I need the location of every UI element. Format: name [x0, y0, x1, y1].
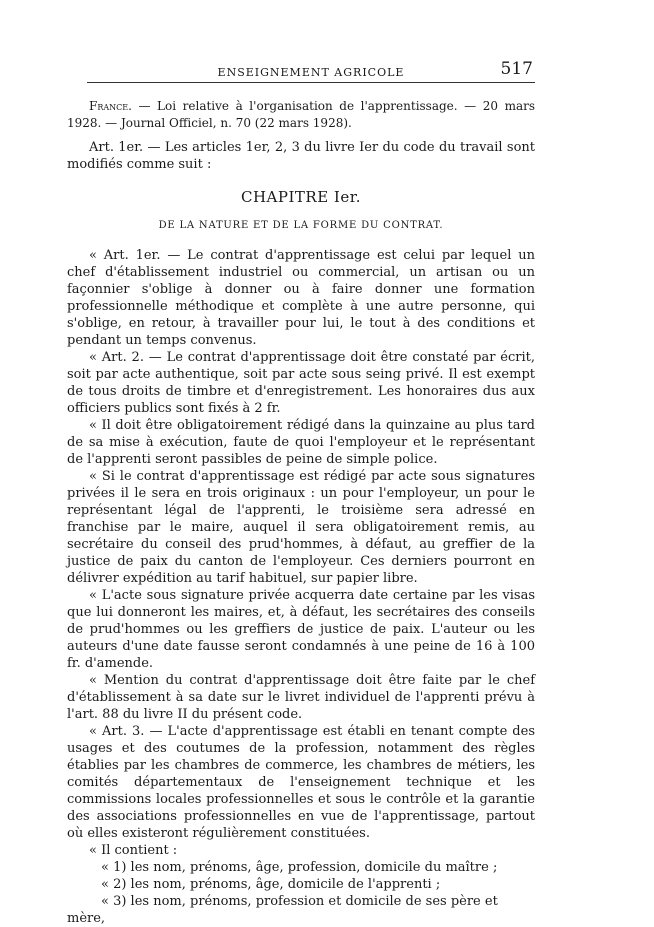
- source-text: — Loi relative à l'organisation de l'apprentissage. — 20 mars 1928. — Journal Officiel, n. 70 (22 mars 1928).: [67, 99, 535, 130]
- body-text: [67, 98, 535, 927]
- chapter-subtitle: DE LA NATURE ET DE LA FORME DU CONTRAT.: [158, 220, 444, 231]
- paragraph-mention: « Mention du contrat d'apprentissage doit être faite par le chef d'établissement à sa date sur le livret individuel de l'apprenti prévu à l'art. 88 du livre II du présent code.: [67, 673, 535, 722]
- running-header: [87, 52, 535, 83]
- paragraph-art-1: « Art. 1er. — Le contrat d'apprentissage est celui par lequel un chef d'établissement industriel ou commercial, un artisan ou un façonnier s'oblige à donner ou à faire donner une formation professionnelle méthodique et complète à une autre personne, qui s'oblige, en retour, à travailler pour lui, le tout à des conditions et pendant un temps convenus.: [67, 248, 535, 348]
- paragraph-art-3: « Art. 3. — L'acte d'apprentissage est établi en tenant compte des usages et des coutumes de la profession, notamment des règles établies par les chambres de commerce, les chambres de métiers, les comités départementaux de l'enseignement technique et les commissions locales professionnelles et sous le contrôle et la garantie des associations professionnelles en vue de l'apprentissage, partout où elles existeront régulièrement constituées.: [67, 724, 535, 841]
- chapter-title: CHAPITRE Ier.: [240, 188, 362, 206]
- list-item: « 1) les nom, prénoms, âge, profession, domicile du maître ;: [101, 860, 498, 875]
- list-item: « 2) les nom, prénoms, âge, domicile de l'apprenti ;: [101, 877, 441, 892]
- paragraph-private-act: « L'acte sous signature privée acquerra date certaine par les visas que lui donneront les maires, et, à défaut, les secrétaires des conseils de prud'hommes ou les greffiers de justice de paix. L'auteur ou les auteurs d'une date fausse seront condamnés à une peine de 16 à 100 fr. d'amende.: [67, 588, 535, 671]
- source-note: [67, 98, 535, 132]
- source-country: France.: [89, 99, 132, 113]
- paragraph-contents: « Il contient :: [89, 843, 178, 858]
- page-number: 517: [500, 59, 533, 79]
- paragraph-originals: « Si le contrat d'apprentissage est rédigé par acte sous signatures privées il le sera en trois originaux : un pour l'employeur, un pour le représentant légal de l'apprenti, le troisième sera adressé en franchise par le maire, auquel il sera obligatoirement remis, au secrétaire du conseil des prud'hommes, à défaut, au greffier de la justice de paix du canton de l'employeur. Ces derniers pourront en délivrer expédition au tarif habituel, sur papier libre.: [67, 469, 535, 586]
- paragraph-art-2: « Art. 2. — Le contrat d'apprentissage doit être constaté par écrit, soit par acte authentique, soit par acte sous seing privé. Il est exempt de tous droits de timbre et d'enregistrement. Les honoraires dus aux officiers publics sont fixés à 2 fr.: [67, 350, 535, 416]
- running-title: ENSEIGNEMENT AGRICOLE: [217, 66, 405, 79]
- article-intro: Art. 1er. — Les articles 1er, 2, 3 du livre Ier du code du travail sont modifiés comme suit :: [67, 140, 535, 172]
- paragraph-obligation: « Il doit être obligatoirement rédigé dans la quinzaine au plus tard de sa mise à exécution, faute de quoi l'employeur et le représentant de l'apprenti seront passibles de peine de simple police.: [67, 418, 535, 467]
- list-item: « 3) les nom, prénoms, profession et domicile de ses père et mère,: [67, 894, 498, 926]
